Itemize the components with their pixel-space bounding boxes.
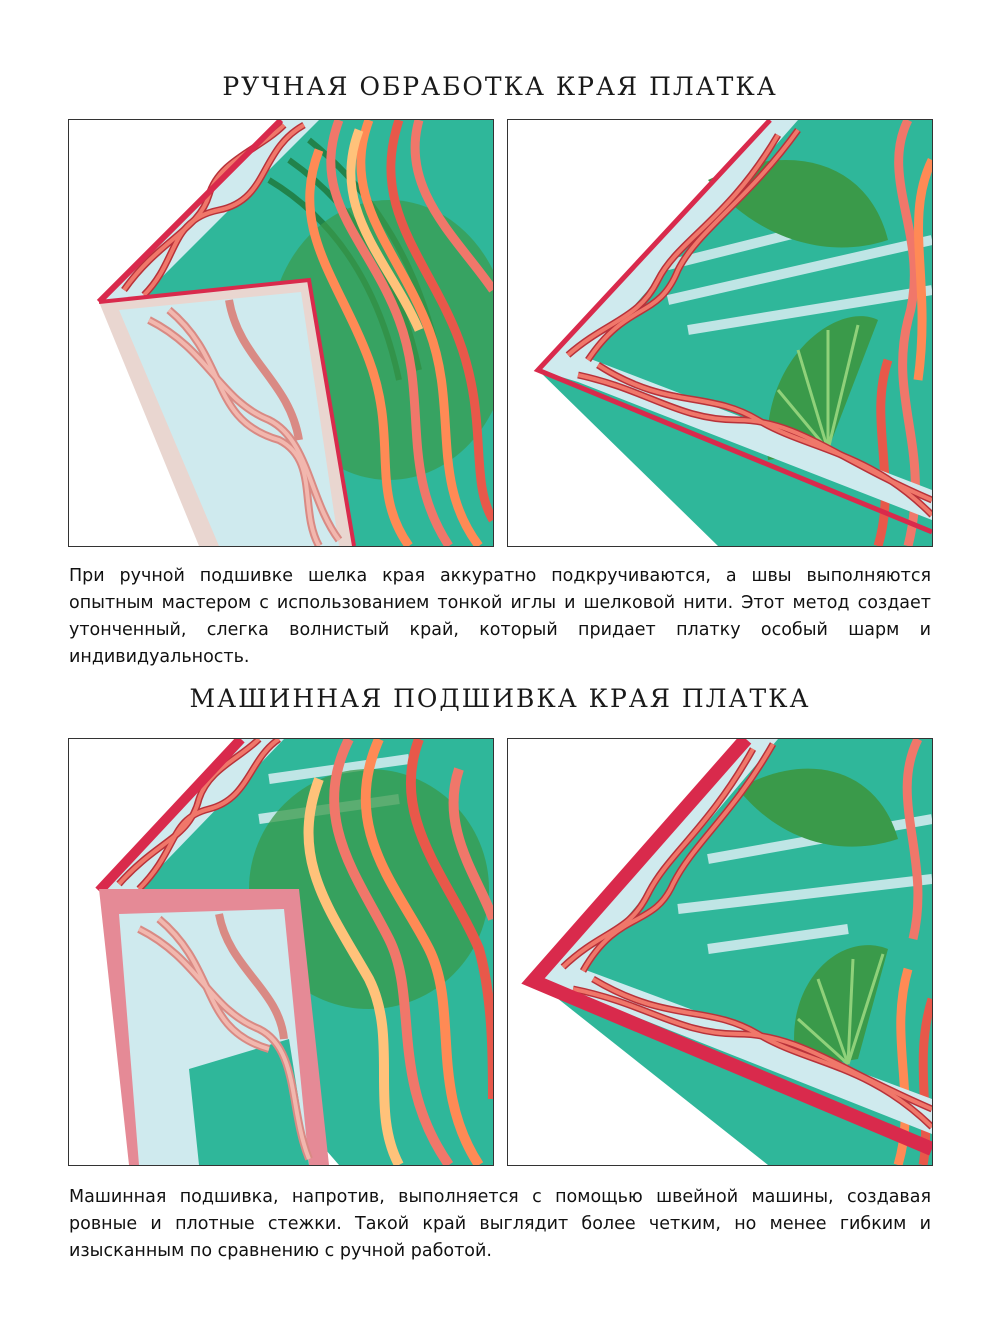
photo-hand-hem-flat bbox=[507, 119, 933, 547]
photo-hand-hem-folded bbox=[68, 119, 494, 547]
scarf-corner-folded-image bbox=[69, 120, 493, 546]
photo-machine-hem-folded bbox=[68, 738, 494, 1166]
hand-hem-description: При ручной подшивке шелка края аккуратно подкручиваются, а швы выполняются опытным мастером с использованием тонкой иглы и шелковой нити. Этот метод создает утонченный, слегка волнистый край, который придает платку особый шарм и индивидуальность. bbox=[69, 566, 931, 667]
photo-machine-hem-flat bbox=[507, 738, 933, 1166]
section-title-machine-hem: МАШИННАЯ ПОДШИВКА КРАЯ ПЛАТКА bbox=[189, 684, 811, 713]
scarf-corner-flat-image bbox=[508, 120, 932, 546]
scarf-corner-flat-image bbox=[508, 739, 932, 1165]
section-title-hand-hem: РУЧНАЯ ОБРАБОТКА КРАЯ ПЛАТКА bbox=[222, 72, 778, 101]
scarf-corner-folded-image bbox=[69, 739, 493, 1165]
machine-hem-description: Машинная подшивка, напротив, выполняется с помощью швейной машины, создавая ровные и плотные стежки. Такой край выглядит более четким, но менее гибким и изысканным по сравнению с ручной работой. bbox=[69, 1187, 931, 1261]
